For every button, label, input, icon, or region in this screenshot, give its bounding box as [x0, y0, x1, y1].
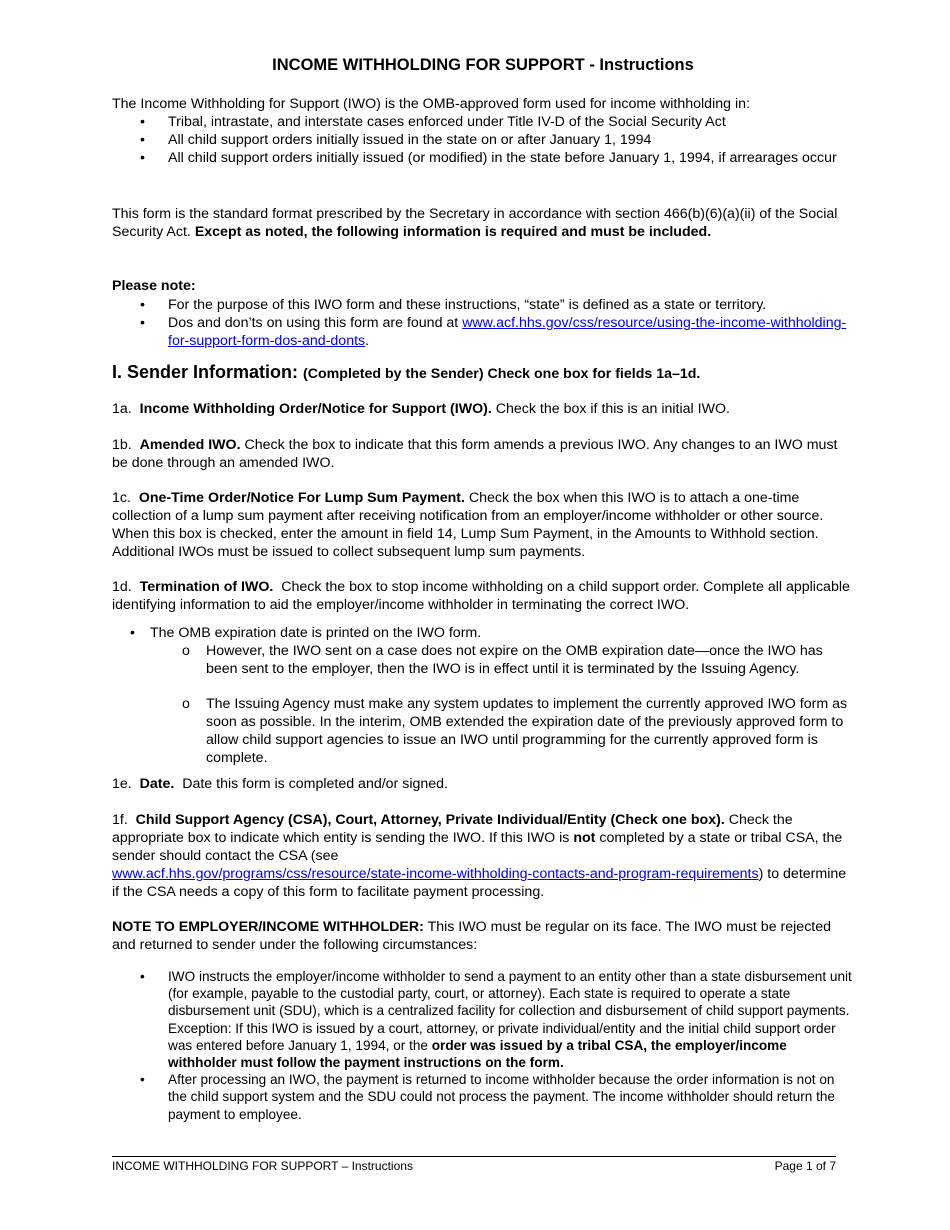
page-footer — [112, 1159, 836, 1173]
footer-divider — [112, 1156, 836, 1157]
list-item: • Dos and don’ts on using this form are found at www.acf.hhs.gov/css/resource/using-the-income-withholding-for-support-form-dos-and-donts. — [140, 315, 847, 349]
list-item: • All child support orders initially issued in the state on or after January 1, 1994 — [140, 132, 652, 148]
bullet-icon: • — [140, 297, 145, 313]
bullet-icon: • — [140, 150, 145, 166]
omb-expiration-bullet: • The OMB expiration date is printed on the IWO form. — [130, 625, 482, 641]
field-1c-paragraph: 1c. One-Time Order/Notice For Lump Sum Payment. Check the box when this IWO is to attach a one-time collection of a lump sum payment after receiving notification from an employer/income withholder or other source. When this box is checked, enter the amount in field 14, Lump Sum Payment, in the Amounts to Withhold section. Additional IWOs must be issued to collect subsequent lump sum payments. — [112, 490, 824, 560]
list-item: • For the purpose of this IWO form and these instructions, “state” is defined as a state or territory. — [140, 297, 767, 313]
bullet-icon: • — [140, 114, 145, 130]
field-1a-paragraph: 1a. Income Withholding Order/Notice for Support (IWO). Check the box if this is an initial IWO. — [112, 401, 730, 417]
field-1f-paragraph: 1f. Child Support Agency (CSA), Court, Attorney, Private Individual/Entity (Check one box). Check the appropriate box to indicate which entity is sending the IWO. If this IWO is not completed by a state or tribal CSA, the sender should contact the CSA (see www.acf.hhs.gov/programs/css/resource/state-income-withholding-contacts-and-program-requirements) to determine if the CSA needs a copy of this form to facilitate payment processing. — [112, 812, 847, 900]
please-note-heading: Please note: — [112, 278, 196, 294]
list-item: • All child support orders initially issued (or modified) in the state before January 1, 1994, if arrearages occur — [140, 150, 837, 166]
field-1e-paragraph: 1e. Date. Date this form is completed and/or signed. — [112, 776, 448, 792]
intro-bullets — [112, 113, 854, 167]
circle-bullet-icon: o — [182, 696, 190, 712]
bullet-icon: • — [140, 1072, 145, 1088]
field-1b-paragraph: 1b. Amended IWO. Check the box to indicate that this form amends a previous IWO. Any changes to an IWO must be done through an amended IWO. — [112, 437, 838, 471]
note-to-employer-paragraph: NOTE TO EMPLOYER/INCOME WITHHOLDER: This IWO must be regular on its face. The IWO must be rejected and returned to sender under the following circumstances: — [112, 919, 832, 953]
bullet-icon: • — [140, 969, 145, 984]
list-item: • After processing an IWO, the payment is returned to income withholder because the order information is not on the child support system and the SDU could not process the payment. The income withholder should return the payment to employee. — [140, 1072, 835, 1122]
page-title: INCOME WITHHOLDING FOR SUPPORT - Instructions — [272, 56, 694, 74]
rejection-circumstances-list — [112, 968, 854, 1123]
list-item: • Tribal, intrastate, and interstate cases enforced under Title IV-D of the Social Security Act — [140, 114, 726, 130]
bullet-icon: • — [140, 315, 145, 331]
standard-format-paragraph: This form is the standard format prescribed by the Secretary in accordance with section 466(b)(6)(a)(ii) of the Social Security Act. Except as noted, the following information is required and must be included. — [112, 206, 838, 240]
omb-sub-item-1: o However, the IWO sent on a case does not expire on the OMB expiration date—once the IWO has been sent to the employer, then the IWO is in effect until it is terminated by the Issuing Agency. — [182, 643, 823, 677]
list-item: • IWO instructs the employer/income withholder to send a payment to an entity other than a state disbursement unit (for example, payable to the custodial party, court, or attorney). Each state is required to operate a state disbursement unit (SDU), which is a centralized facility for collection and disbursement of child support payments. Exception: If this IWO is issued by a court, attorney, or private individual/entity and the initial child support order was entered before January 1, 1994, or the order was issued by a tribal CSA, the employer/income withholder must follow the payment instructions on the form. — [140, 969, 852, 1071]
section-heading-sender-info: I. Sender Information: (Completed by the Sender) Check one box for fields 1a–1d. — [112, 362, 701, 382]
footer-title: INCOME WITHHOLDING FOR SUPPORT – Instructions — [112, 1159, 413, 1173]
bullet-icon: • — [140, 132, 145, 148]
dos-donts-link[interactable]: www.acf.hhs.gov/css/resource/using-the-income-withholding-for-support-form-dos-and-donts — [168, 315, 847, 349]
omb-sub-item-2: o The Issuing Agency must make any system updates to implement the currently approved IWO form as soon as possible. In the interim, OMB extended the expiration date of the previously approved form to allow child support agencies to issue an IWO until programming for the currently approved form is complete. — [182, 696, 848, 766]
state-contacts-link[interactable]: www.acf.hhs.gov/programs/css/resource/state-income-withholding-contacts-and-program-requirements — [112, 866, 759, 882]
page-number: Page 1 of 7 — [774, 1159, 836, 1173]
bullet-icon: • — [130, 625, 135, 641]
intro-text: The Income Withholding for Support (IWO) is the OMB-approved form used for income withholding in: — [112, 96, 750, 112]
circle-bullet-icon: o — [182, 643, 190, 659]
field-1d-paragraph: 1d. Termination of IWO. Check the box to stop income withholding on a child support order. Complete all applicable identifying information to aid the employer/income withholder in terminating the correct IWO. — [112, 579, 850, 613]
please-note-list — [112, 296, 854, 350]
